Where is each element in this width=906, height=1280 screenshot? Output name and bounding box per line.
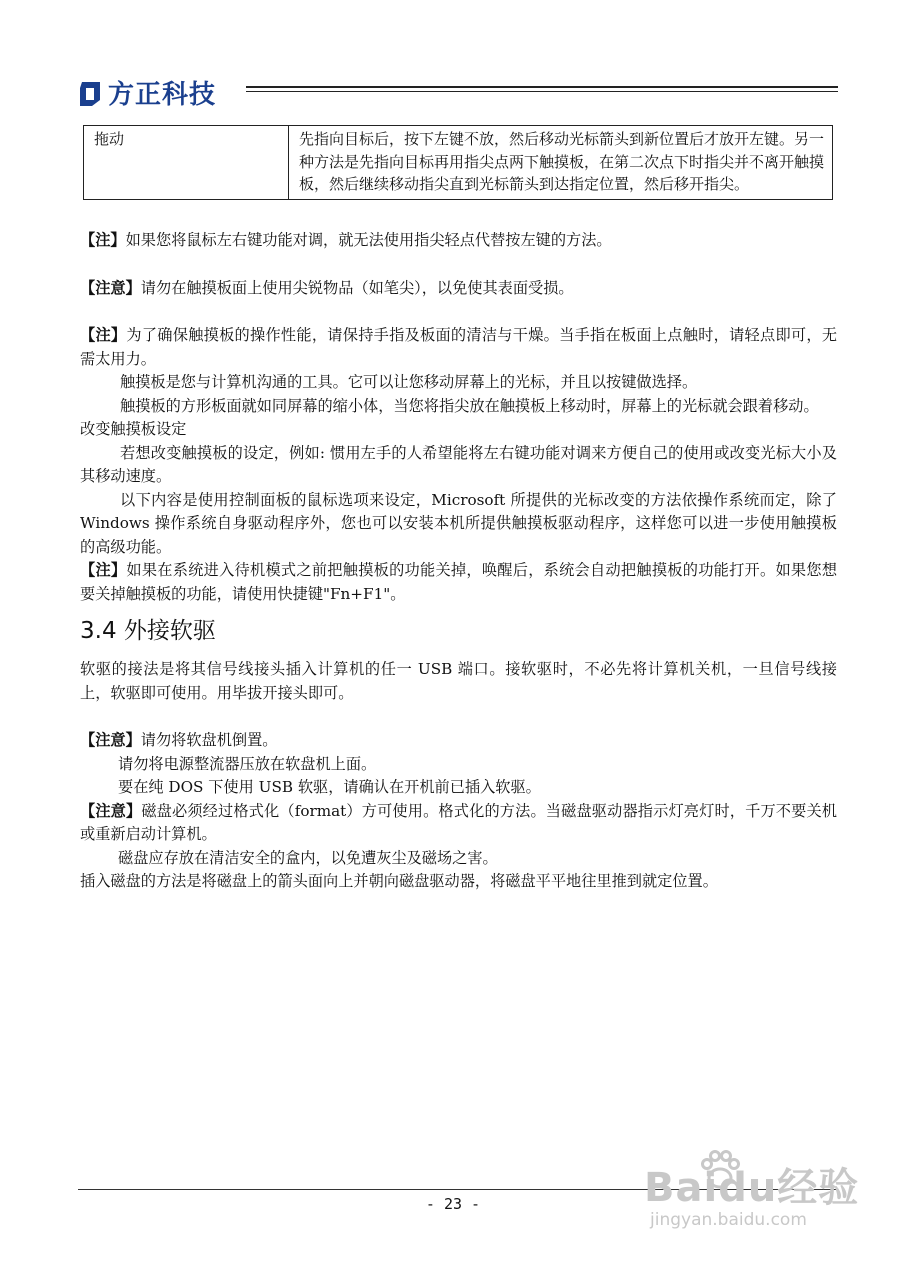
note-text: 为了确保触摸板的操作性能，请保持手指及板面的清洁与干燥。当手指在板面上点触时，请轻点即可，无需太用力。 [80, 326, 838, 368]
note-text: 如果您将鼠标左右键功能对调，就无法使用指尖轻点代替按左键的方法。 [125, 231, 612, 249]
caution-text: 请勿在触摸板面上使用尖锐物品（如笔尖），以免使其表面受损。 [140, 278, 574, 297]
note-tag: 【注】 [80, 326, 127, 344]
body-paragraph: 若想改变触摸板的设定，例如: 惯用左手的人希望能将左右键功能对调来方便自己的使用或改变光标大小及其移动速度。 [80, 443, 837, 485]
table-cell-description: 先指向目标后，按下左键不放，然后移动光标箭头到新位置后才放开左键。另一种方法是先指向目标再用指尖点两下触摸板，在第二次点下时指尖并不离开触摸板，然后继续移动指尖直到光标箭头到达指定位置，然后移开指尖。 [289, 126, 833, 200]
page-number: - 23 - [425, 1195, 481, 1213]
caution-paragraph [80, 729, 837, 753]
body-paragraph: 触摸板是您与计算机沟通的工具。它可以让您移动屏幕上的光标，并且以按键做选择。 [120, 373, 698, 391]
note-tag: 【注】 [80, 231, 126, 249]
body-paragraph: 触摸板的方形板面就如同屏幕的缩小体，当您将指尖放在触摸板上移动时，屏幕上的光标就会跟着移动。 [120, 396, 819, 415]
caution-tag: 【注意】 [80, 731, 141, 749]
caution-item: 磁盘应存放在清洁安全的盒内，以免遭灰尘及磁场之害。 [118, 848, 498, 867]
note-tag: 【注】 [80, 561, 127, 579]
caution-item: 要在纯 DOS 下使用 USB 软驱，请确认在开机前已插入软驱。 [118, 778, 541, 796]
watermark [640, 1148, 880, 1243]
body-paragraph: 以下内容是使用控制面板的鼠标选项来设定，Microsoft 所提供的光标改变的方法依操作系统而定，除了 Windows 操作系统自身驱动程序外，您也可以安装本机所提供触摸板驱动程序，这样您可以进一步使用触摸板的高级功能。 [80, 490, 837, 556]
caution-text: 磁盘必须经过格式化（format）方可使用。格式化的方法。当磁盘驱动器指示灯亮灯时，千万不要关机或重新启动计算机。 [80, 801, 837, 843]
body-paragraph: 软驱的接法是将其信号线接头插入计算机的任一 USB 端口。接软驱时，不必先将计算机关机，一旦信号线接上，软驱即可使用。用毕拔开接头即可。 [80, 660, 837, 702]
watermark-url: jingyan.baidu.com [650, 1210, 807, 1230]
table-cell-operation: 拖动 [84, 126, 289, 200]
note-paragraph [80, 324, 837, 371]
caution-tag: 【注意】 [80, 278, 141, 297]
page-body [80, 229, 837, 894]
caution-paragraph [80, 800, 837, 847]
section-heading: 3.4 外接软驱 [80, 618, 216, 644]
caution-tag: 【注意】 [80, 801, 142, 820]
caution-item: 请勿将电源整流器压放在软盘机上面。 [118, 754, 377, 773]
operation-table [83, 125, 833, 200]
company-logo [78, 74, 216, 111]
header-rule [246, 86, 838, 92]
note-paragraph [80, 559, 837, 606]
watermark-brand: Baidu经验 [644, 1165, 860, 1211]
caution-text: 请勿将软盘机倒置。 [140, 731, 278, 749]
logo-mark-icon [78, 80, 102, 106]
body-paragraph: 插入磁盘的方法是将磁盘上的箭头面向上并朝向磁盘驱动器，将磁盘平平地往里推到就定位置。 [80, 872, 718, 890]
logo-text: 方正科技 [108, 80, 217, 110]
note-text: 如果在系统进入待机模式之前把触摸板的功能关掉，唤醒后，系统会自动把触摸板的功能打开。如果您想要关掉触摸板的功能，请使用快捷键"Fn+F1"。 [80, 561, 838, 603]
subheading: 改变触摸板设定 [80, 420, 187, 438]
table-row [84, 126, 833, 200]
note-paragraph [80, 229, 837, 253]
caution-paragraph [80, 277, 837, 301]
